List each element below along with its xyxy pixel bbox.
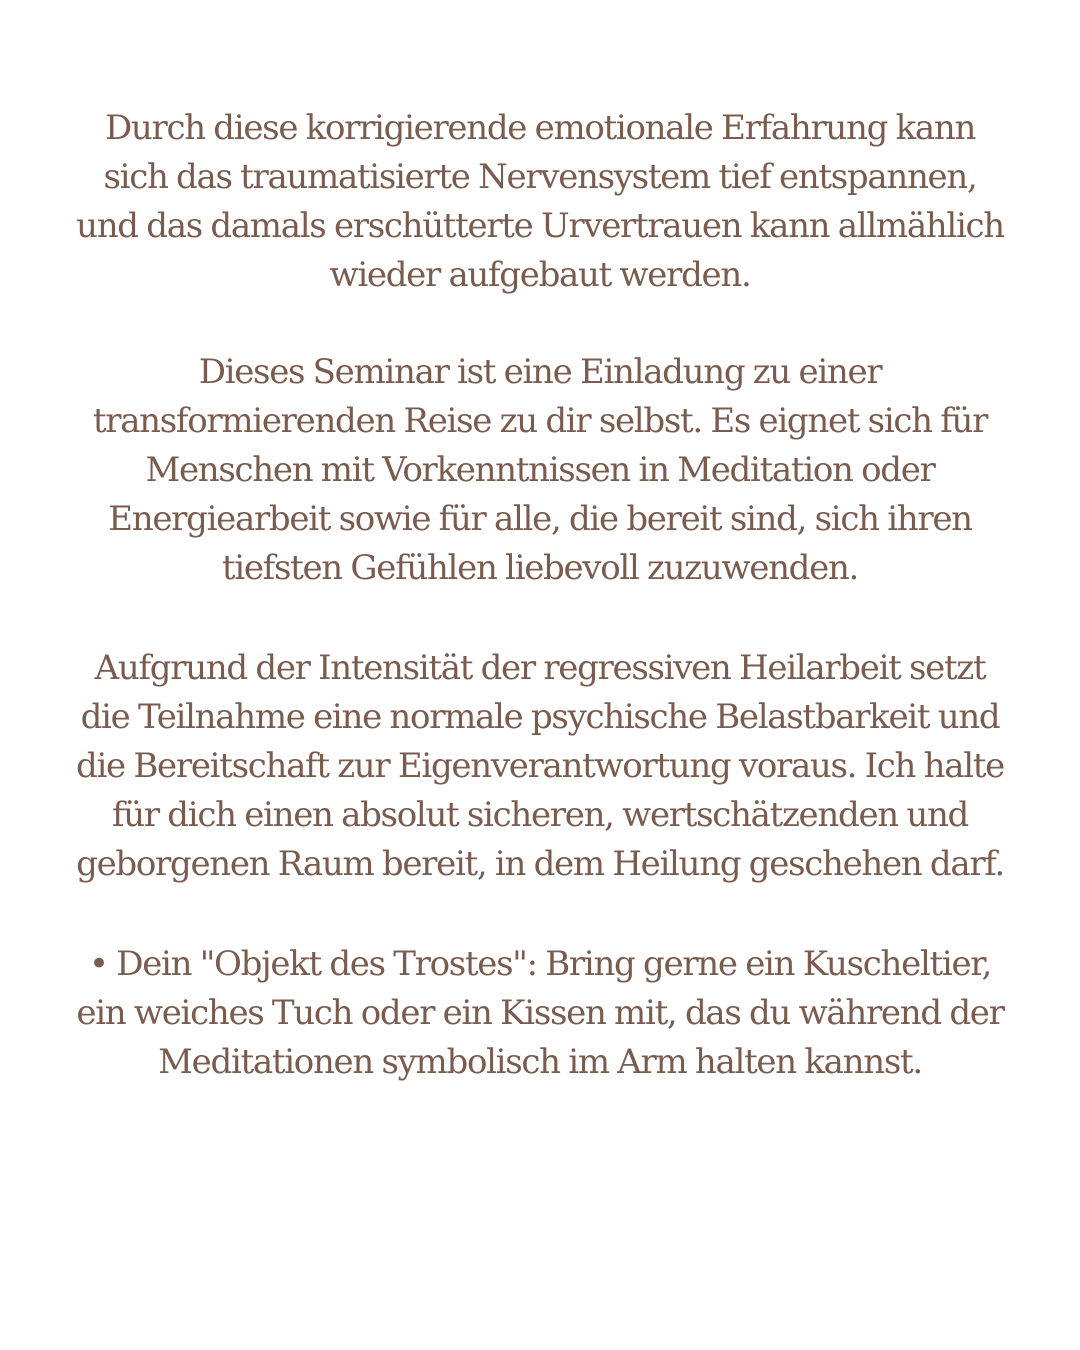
text-line: und das damals erschütterte Urvertrauen kann allmählich <box>76 206 1004 246</box>
paragraph-seminar-invitation <box>70 348 1010 593</box>
text-line: die Teilnahme eine normale psychische Belastbarkeit und <box>80 697 1000 737</box>
text-line: Energiearbeit sowie für alle, die bereit sind, sich ihren <box>108 499 972 539</box>
text-line: Dieses Seminar ist eine Einladung zu einer <box>198 352 882 392</box>
text-line: transformierenden Reise zu dir selbst. Es eignet sich für <box>92 401 988 441</box>
text-line: Meditationen symbolisch im Arm halten kannst. <box>158 1042 922 1082</box>
text-line: sich das traumatisierte Nervensystem tief entspannen, <box>103 157 977 197</box>
text-line: tiefsten Gefühlen liebevoll zuzuwenden. <box>221 548 859 588</box>
text-line: Menschen mit Vorkenntnissen in Meditation oder <box>145 450 935 490</box>
text-line: ein weiches Tuch oder ein Kissen mit, das du während der <box>76 993 1004 1033</box>
text-line: Durch diese korrigierende emotionale Erfahrung kann <box>104 108 976 148</box>
paragraph-comfort-object <box>70 940 1010 1087</box>
text-line: wieder aufgebaut werden. <box>329 255 751 295</box>
text-line: • Dein "Objekt des Trostes": Bring gerne ein Kuscheltier, <box>88 944 992 984</box>
text-line: für dich einen absolut sicheren, wertschätzenden und <box>111 795 969 835</box>
text-line: geborgenen Raum bereit, in dem Heilung geschehen darf. <box>76 844 1004 884</box>
paragraph-corrective-experience <box>70 104 1010 300</box>
text-line: Aufgrund der Intensität der regressiven Heilarbeit setzt <box>94 648 986 688</box>
text-line: die Bereitschaft zur Eigenverantwortung voraus. Ich halte <box>76 746 1004 786</box>
paragraph-requirements <box>70 644 1010 889</box>
